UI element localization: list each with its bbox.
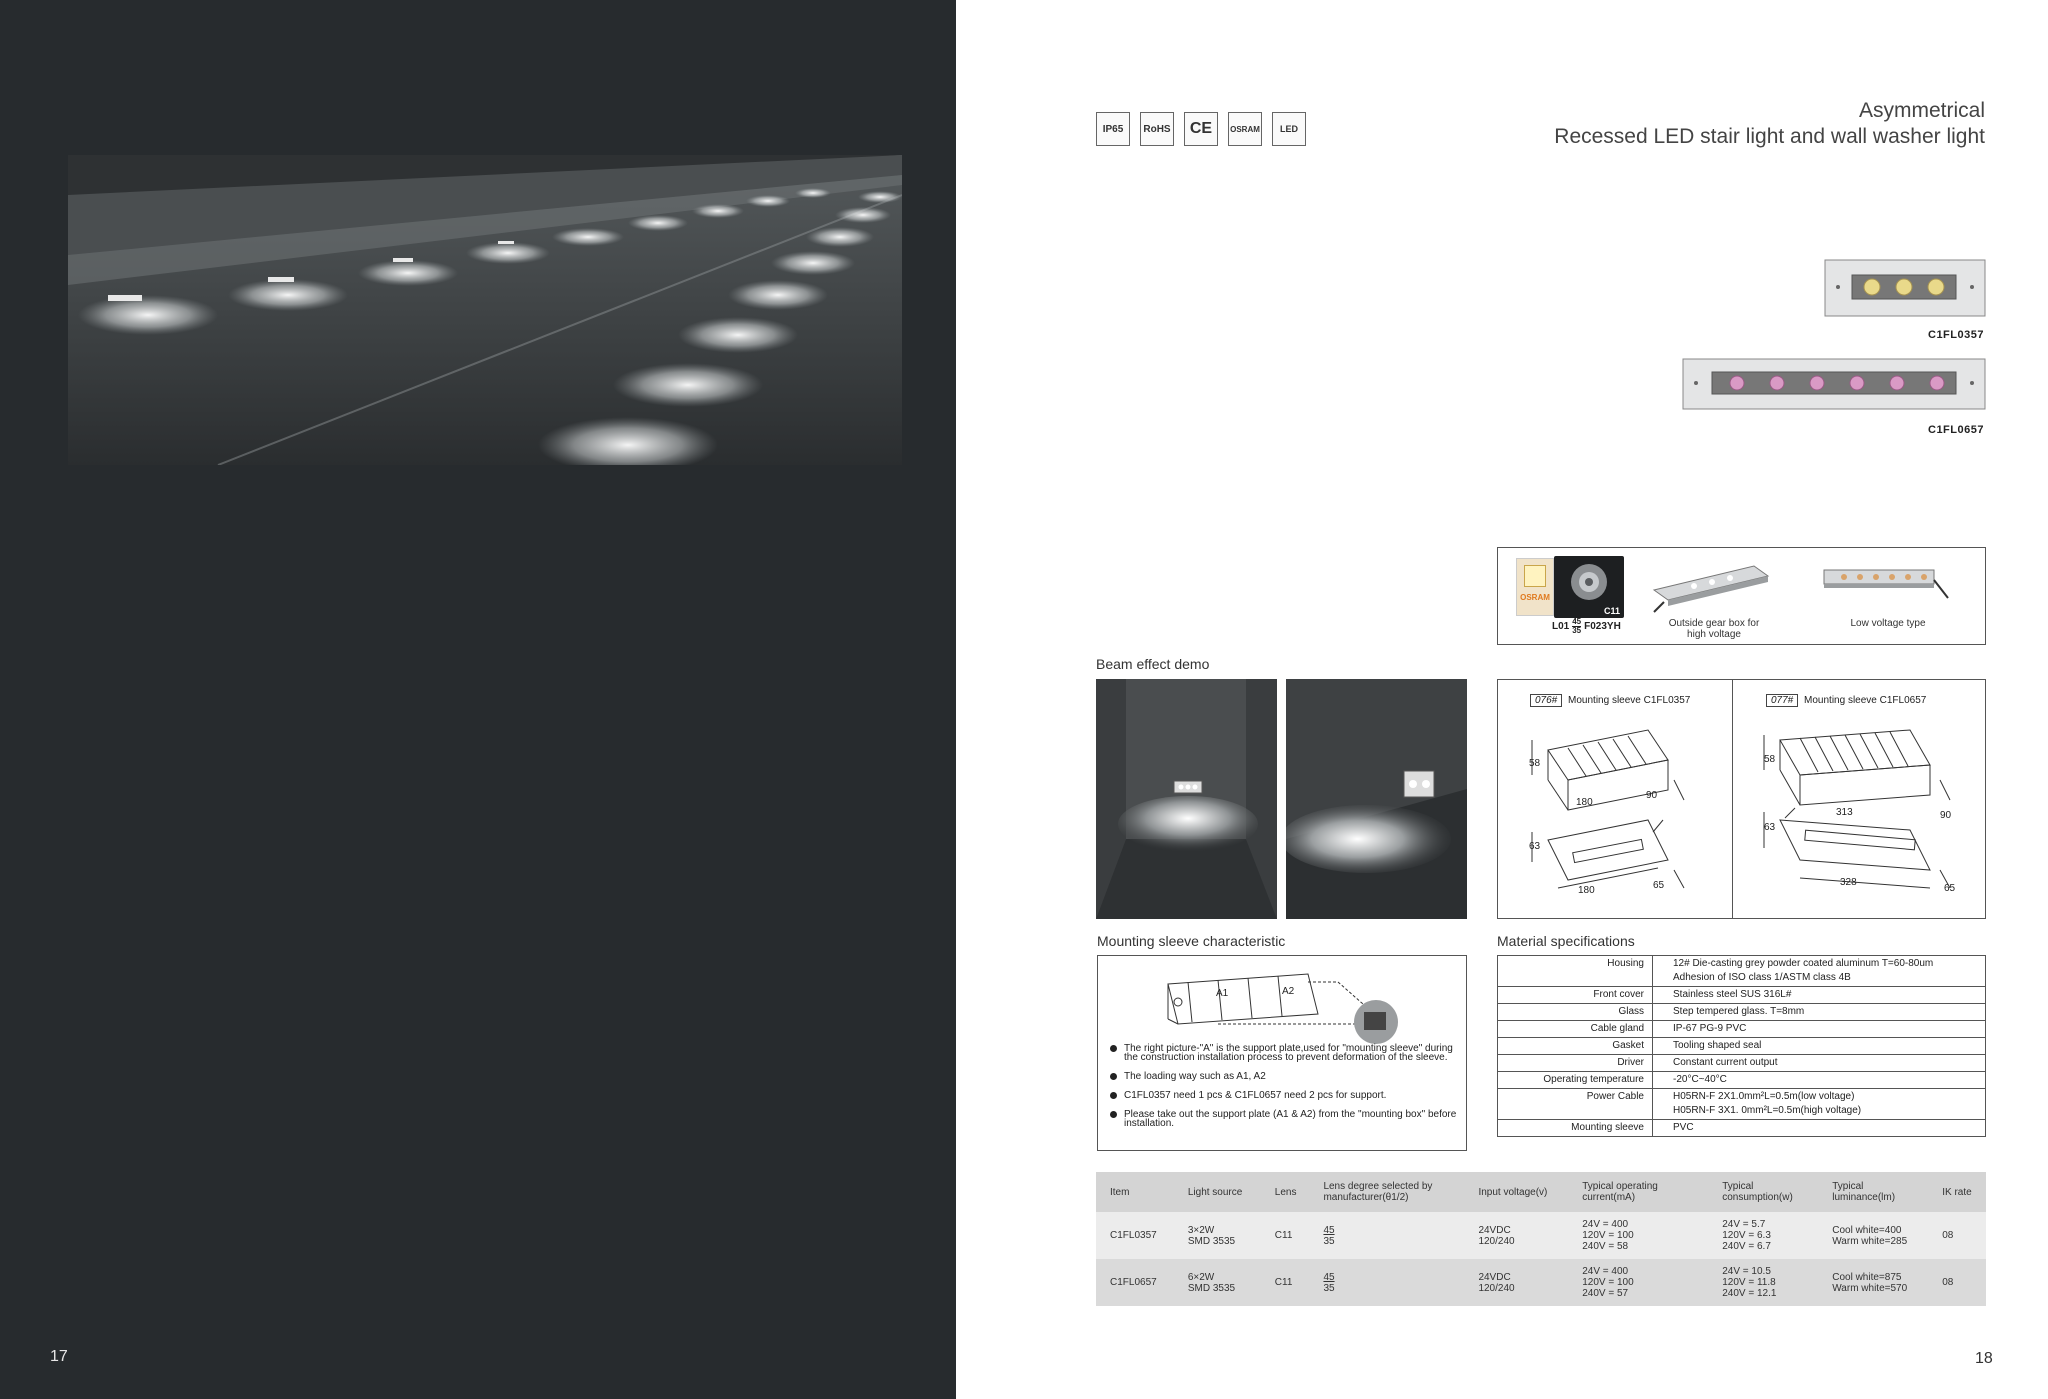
label-a1: A1	[1216, 988, 1229, 999]
table-row: Housing 12# Die-casting grey powder coated aluminum T=60-80um Adhesion of ISO class 1/ASTM class 4B	[1498, 956, 1986, 987]
osram-chip-label: OSRAM	[1520, 593, 1550, 602]
sleeve-tag-076	[1530, 694, 1690, 707]
sleeve-drawing-c1fl0657	[1750, 720, 1970, 910]
dim-height-2: 63	[1764, 822, 1776, 833]
product-code-c1fl0357: C1FL0357	[1928, 329, 1984, 341]
certification-icons	[1096, 112, 1306, 146]
osram-icon: OSRAM	[1228, 112, 1262, 146]
dim-height-2: 63	[1529, 841, 1541, 852]
col-operating-current: Typical operating current(mA)	[1568, 1172, 1708, 1212]
lens-code-prefix: L01	[1552, 621, 1570, 632]
dim-width: 90	[1940, 810, 1952, 821]
table-row: Operating temperature -20°C~40°C	[1498, 1072, 1986, 1089]
options-panel	[1497, 547, 1986, 645]
list-item: Please take out the support plate (A1 & A2) from the "mounting box" before installation.	[1110, 1110, 1458, 1128]
dim-height: 58	[1764, 754, 1776, 765]
table-header-row	[1096, 1172, 1986, 1212]
ip65-icon: IP65	[1096, 112, 1130, 146]
sleeve-characteristic-panel	[1097, 955, 1467, 1151]
sleeve-drawing-c1fl0357	[1518, 720, 1718, 910]
sleeve-characteristic-heading: Mounting sleeve characteristic	[1097, 933, 1286, 949]
support-plate-drawing	[1158, 964, 1408, 1044]
dim-length-2: 180	[1578, 885, 1595, 896]
dim-length-2: 328	[1840, 877, 1857, 888]
sleeve-tag-number: 077#	[1766, 694, 1798, 707]
label-a2: A2	[1282, 986, 1295, 997]
hero-photo	[68, 155, 902, 465]
material-spec-table	[1497, 955, 1986, 1137]
table-row: C1FL0357 3×2W SMD 3535 C11 45 35 24VDC 120/240 24V = 400 120V = 100 240V = 58 24V = 5.7 120V = 6.3 240V = 6.7 Cool white=400 Warm white=285 08	[1096, 1212, 1986, 1259]
col-consumption: Typical consumption(w)	[1708, 1172, 1818, 1212]
col-lens-degree: Lens degree selected by manufacturer(θ1/2)	[1309, 1172, 1464, 1212]
rohs-icon: RoHS	[1140, 112, 1174, 146]
sleeve-divider	[1732, 680, 1733, 918]
osram-led-icon	[1524, 565, 1546, 587]
title-line-1: Asymmetrical	[1858, 99, 1985, 122]
lens-code-suffix: F023YH	[1584, 621, 1621, 632]
col-light-source: Light source	[1174, 1172, 1261, 1212]
col-luminance: Typical luminance(lm)	[1818, 1172, 1928, 1212]
sleeve-tag-label: Mounting sleeve C1FL0657	[1804, 695, 1927, 706]
dim-height: 58	[1529, 758, 1541, 769]
table-row: Gasket Tooling shaped seal	[1498, 1038, 1986, 1055]
col-ik-rate: IK rate	[1928, 1172, 1986, 1212]
col-input-voltage: Input voltage(v)	[1464, 1172, 1568, 1212]
led-icon: LED	[1272, 112, 1306, 146]
lens-degree-cell: 45 35	[1309, 1212, 1464, 1259]
table-row: C1FL0657 6×2W SMD 3535 C11 45 35 24VDC 120/240 24V = 400 120V = 100 240V = 57 24V = 10.5 120V = 11.8 240V = 12.1 Cool white=875 Warm white=570 08	[1096, 1259, 1986, 1306]
sleeve-tag-label: Mounting sleeve C1FL0357	[1568, 695, 1691, 706]
lens-code-c11: C11	[1603, 606, 1620, 616]
dim-length: 180	[1576, 797, 1593, 808]
page-number-right: 18	[1975, 1350, 1993, 1367]
low-voltage-caption: Low voltage type	[1850, 618, 1926, 629]
beam-demo-photo-1	[1096, 679, 1277, 919]
low-voltage-fixture-image	[1820, 566, 1950, 602]
mounting-sleeve-panel	[1497, 679, 1986, 919]
beam-demo-scene-2	[1286, 679, 1467, 919]
page-title	[1554, 98, 1985, 150]
high-voltage-fixture-image	[1644, 562, 1774, 614]
product-spec-table	[1096, 1172, 1986, 1306]
lens-degree-cell: 45 35	[1309, 1259, 1464, 1306]
list-item: The right picture-"A" is the support plate,used for "mounting sleeve" during the construction installation process to prevent deformation of the sleeve.	[1110, 1044, 1458, 1062]
dim-width-2: 65	[1653, 880, 1665, 891]
lens-fraction-bottom: 35	[1572, 626, 1582, 635]
product-image-c1fl0357	[1824, 259, 1986, 317]
beam-demo-photo-2	[1286, 679, 1467, 919]
lens-fraction-top: 45	[1572, 617, 1582, 626]
sleeve-tag-077	[1766, 694, 1926, 707]
osram-chip	[1516, 558, 1554, 616]
product-image-c1fl0657	[1682, 358, 1986, 410]
lens-code	[1552, 618, 1621, 635]
material-spec-heading: Material specifications	[1497, 933, 1635, 949]
beam-demo-scene-1	[1096, 679, 1277, 919]
sleeve-tag-number: 076#	[1530, 694, 1562, 707]
lens-fraction	[1572, 618, 1581, 635]
col-item: Item	[1096, 1172, 1174, 1212]
list-item: C1FL0357 need 1 pcs & C1FL0657 need 2 pcs for support.	[1110, 1091, 1458, 1100]
table-row: Power Cable H05RN-F 2X1.0mm²L=0.5m(low voltage) H05RN-F 3X1. 0mm²L=0.5m(high voltage)	[1498, 1089, 1986, 1120]
dim-width-2: 65	[1944, 883, 1956, 894]
table-row: Mounting sleeve PVC	[1498, 1120, 1986, 1137]
product-code-c1fl0657: C1FL0657	[1928, 424, 1984, 436]
dim-width: 90	[1646, 790, 1658, 801]
stair-light-scene	[68, 155, 902, 465]
title-line-2: Recessed LED stair light and wall washer light	[1554, 125, 1985, 148]
table-row: Glass Step tempered glass. T=8mm	[1498, 1004, 1986, 1021]
table-row: Cable gland IP-67 PG-9 PVC	[1498, 1021, 1986, 1038]
table-row: Driver Constant current output	[1498, 1055, 1986, 1072]
page-number-left: 17	[50, 1348, 68, 1365]
sleeve-characteristic-list	[1110, 1044, 1458, 1138]
table-row: Front cover Stainless steel SUS 316L#	[1498, 987, 1986, 1004]
left-page	[0, 0, 956, 1399]
beam-effect-heading: Beam effect demo	[1096, 656, 1210, 672]
high-voltage-caption: Outside gear box for high voltage	[1668, 618, 1760, 640]
list-item: The loading way such as A1, A2	[1110, 1072, 1458, 1081]
dim-length: 313	[1836, 807, 1853, 818]
ce-icon: CE	[1184, 112, 1218, 146]
lens-image	[1554, 556, 1624, 618]
col-lens: Lens	[1261, 1172, 1310, 1212]
